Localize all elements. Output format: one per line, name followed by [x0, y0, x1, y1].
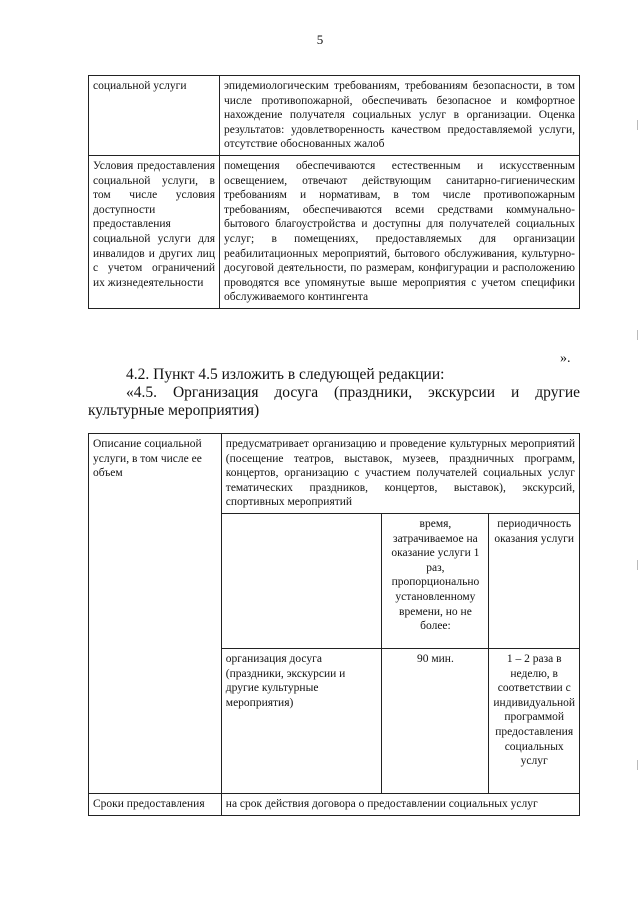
service-time: 90 мин.	[382, 648, 489, 793]
table-row	[89, 155, 580, 308]
description-text: предусматривает организацию и проведение культурных мероприятий (посещение театров, выставок, музеев, праздничных программ, концертов, организацию с участием получателей социальных услуг тематических праздников, концертов, выставок), экскурсий, спортивных мероприятий	[221, 434, 579, 514]
paragraph-4-5-line2: культурные мероприятия)	[88, 402, 260, 419]
terms-label: Сроки предоставления	[89, 793, 222, 815]
table-leisure	[88, 433, 580, 816]
table-row	[89, 434, 580, 514]
margin-mark	[637, 120, 638, 130]
description-label: Описание социальной услуги, в том числе ее объем	[89, 434, 222, 794]
header-time: время, затрачиваемое на оказание услуги 1 раз, пропорционально установленному времени, но не более:	[382, 513, 489, 648]
paragraph-4-2: 4.2. Пункт 4.5 изложить в следующей редакции:	[126, 366, 445, 383]
row-label-conditions: Условия предоставления социальной услуги, в том числе условия доступности предоставления социальной услуги для инвалидов и других лиц с учетом ограничений их жизнедеятельности	[89, 155, 220, 308]
row-text-requirements: эпидемиологическим требованиям, требованиям безопасности, в том числе противопожарной, обеспечивать безопасное и комфортное нахождение получателя социальных услуг в организации. Оценка результатов: удовлетворенность качеством предоставляемой услуги, отсутствие обоснованных жалоб	[220, 76, 580, 156]
margin-mark	[637, 760, 638, 770]
closing-quote: ».	[560, 351, 571, 366]
service-frequency: 1 – 2 раза в неделю, в соответствии с индивидуальной программой предоставления социальных услуг	[489, 648, 580, 793]
row-text-conditions: помещения обеспечиваются естественным и искусственным освещением, отвечают действующим санитарно-гигиеническим требованиям и нормативам, в том числе противопожарным требованиям, обеспечиваются всеми средствами коммунально-бытового благоустройства и доступны для получателей социальных услуг; в помещениях, предоставляемых для организации реабилитационных мероприятий, бытового обслуживания, культурно-досуговой деятельности, по размерам, конфигурации и расположению проводятся все упомянутые выше мероприятия с учетом специфики обслуживаемого контингента	[220, 155, 580, 308]
paragraph-4-5-line1: «4.5. Организация досуга (праздники, экскурсии и другие	[126, 384, 580, 401]
header-empty-cell	[221, 513, 382, 648]
margin-mark	[637, 560, 638, 570]
table-conditions	[88, 75, 580, 309]
margin-mark	[637, 330, 638, 340]
table-row	[89, 76, 580, 156]
header-frequency: периодичность оказания услуги	[489, 513, 580, 648]
terms-text: на срок действия договора о предоставлении социальных услуг	[221, 793, 579, 815]
table-row	[89, 793, 580, 815]
row-label-service: социальной услуги	[89, 76, 220, 156]
page-number: 5	[316, 32, 324, 47]
service-name: организация досуга (праздники, экскурсии и другие культурные мероприятия)	[221, 648, 382, 793]
